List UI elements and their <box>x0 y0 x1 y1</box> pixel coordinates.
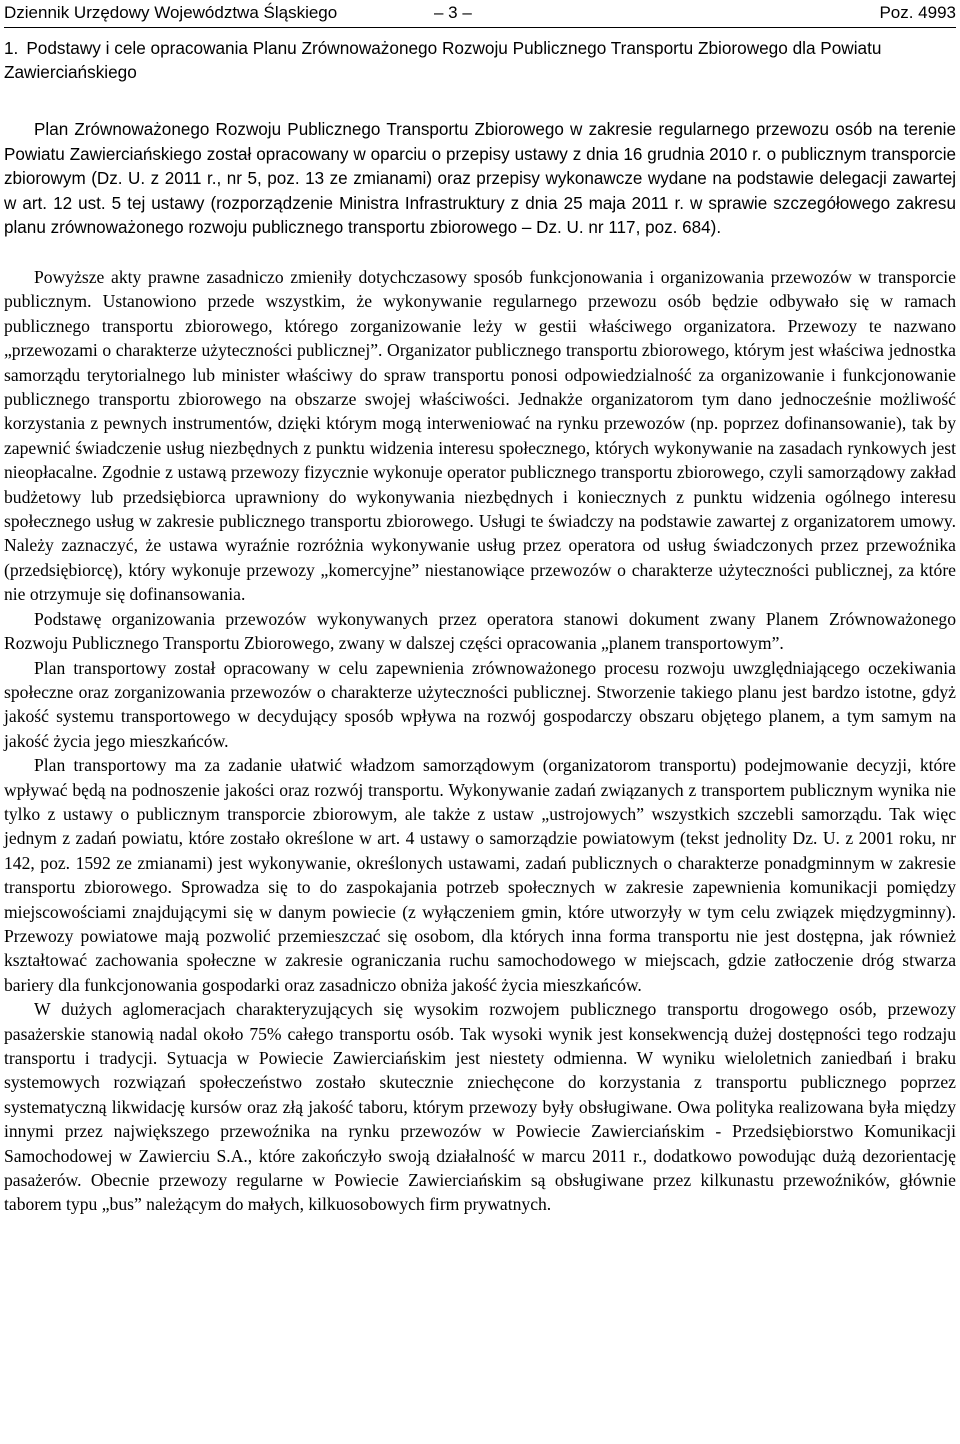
paragraph: Powyższe akty prawne zasadniczo zmieniły dotychczasowy sposób funkcjonowania i organizowania przewozów w transporcie publicznym. Ustanowiono przede wszystkim, że wykonywanie regularnego przewozu osób będzie odbywało się w ramach publicznego transportu zbiorowego, którego zorganizowanie leży w gestii właściwego organizatora. Przewozy te nazwano „przewozami o charakterze użyteczności publicznej”. Organizator publicznego transportu zbiorowego, którym jest właściwa jednostka samorządu terytorialnego lub minister właściwy do spraw transportu ponosi odpowiedzialność za organizowanie i funkcjonowanie publicznego transportu zbiorowego na obszarze swojej właściwości. Jednakże organizatorom tym dano jednocześnie możliwość korzystania z pewnych instrumentów, dzięki którym mogą interweniować na rynku przewozów (np. poprzez dofinansowanie), tak by zapewnić świadczenie usług niezbędnych z punktu widzenia interesu społecznego, których wykonywanie na zasadach rynkowych jest nieopłacalne. Zgodnie z ustawą przewozy fizycznie wykonuje operator publicznego transportu zbiorowego, czyli samorządowy zakład budżetowy lub przedsiębiorca uprawniony do wykonywania niezbędnych i koniecznych z punktu widzenia ogólnego interesu społecznego usług w zakresie publicznego transportu zbiorowego. Usługi te świadczy na podstawie zawartej z organizatorem umowy. Należy zaznaczyć, że ustawa wyraźnie rozróżnia wykonywanie usług przez operatora od usług świadczonych przez przewoźnika (przedsiębiorcę), który wykonuje przewozy „komercyjne” niestanowiące przewozów o charakterze użyteczności publicznej, za które nie otrzymuje się dofinansowania. <box>4 267 956 605</box>
body-text <box>4 265 956 1217</box>
paragraph: W dużych aglomeracjach charakteryzujących się wysokim rozwojem publicznego transportu drogowego osób, przewozy pasażerskie stanowią nadal około 75% całego transportu osób. Tak wysoki wynik jest konsekwencją dużej dostępności tego rodzaju transportu i tradycji. Sytuacja w Powiecie Zawierciańskim jest niestety odmienna. W wyniku wieloletnich zaniedbań i braku systemowych rozwiązań społeczeństwo zostało skutecznie zniechęcone do korzystania z transportu publicznego poprzez systematyczną likwidację kursów oraz złą jakość taboru, którym przewozy były obsługiwane. Owa polityka realizowana była między innymi przez największego przewoźnika na rynku przewozów w Powiecie Zawierciańskim - Przedsiębiorstwo Komunikacji Samochodowej w Zawierciu S.A., które zakończyło swoją działalność w marcu 2011 r., dodatkowo powodując dużą dezorientację pasażerów. Obecnie przewozy regularne w Powiecie Zawierciańskim są obsługiwane przez kilkunastu przewoźników, głównie taborem typu „bus” należącym do małych, kilkuosobowych firm prywatnych. <box>4 999 956 1215</box>
position-number: Poz. 4993 <box>879 3 956 22</box>
intro-block <box>4 118 956 241</box>
journal-title: Dziennik Urzędowy Województwa Śląskiego <box>4 3 338 22</box>
intro-paragraph: Plan Zrównoważonego Rozwoju Publicznego Transportu Zbiorowego w zakresie regularnego przewozu osób na terenie Powiatu Zawierciańskiego został opracowany w oparciu o przepisy ustawy z dnia 16 grudnia 2010 r. o publicznym transporcie zbiorowym (Dz. U. z 2011 r., nr 5, poz. 13 ze zmianami) oraz przepisy wykonawcze wydane na podstawie delegacji zawartej w art. 12 ust. 5 tej ustawy (rozporządzenie Ministra Infrastruktury z dnia 25 maja 2011 r. w sprawie szczegółowego zakresu planu zrównoważonego rozwoju publicznego transportu zbiorowego – Dz. U. nr 117, poz. 684). <box>4 120 956 237</box>
section-title: Podstawy i cele opracowania Planu Zrównoważonego Rozwoju Publicznego Transportu Zbiorowego dla Powiatu Zawierciańskiego <box>4 38 882 82</box>
paragraph: Plan transportowy ma za zadanie ułatwić władzom samorządowym (organizatorom transportu) podejmowanie decyzji, które wpływać będą na podnoszenie jakości oraz rozwój transportu. Wykonywanie zadań związanych z transportem publicznym wynika nie tylko z ustawy o publicznym transporcie zbiorowym, ale także z ustaw „ustrojowych” wszystkich szczebli samorządu. Tak więc jednym z zadań powiatu, które zostało określone w art. 4 ustawy o samorządzie powiatowym (tekst jednolity Dz. U. z 2001 roku, nr 142, poz. 1592 ze zmianami) jest wykonywanie, określonych ustawami, zadań publicznych o charakterze ponadgminnym w zakresie transportu zbiorowego. Sprowadza się to do zaspokajania potrzeb społecznych w zakresie zapewnienia komunikacji pomiędzy miejscowościami znajdującymi się w danym powiecie (z wyłączeniem gmin, które utworzyły w tym celu związek międzygminny). Przewozy powiatowe mają pozwolić przemieszczać się osobom, dla których inna forma transportu nie jest dostępna, jak również kształtować zachowania społeczne w zakresie ograniczania ruchu samochodowego w miejscach, gdzie zatłoczenie dróg stwarza bariery dla funkcjonowania gospodarki oraz zasadniczo obniża jakość życia mieszkańców. <box>4 755 956 995</box>
section-number: 1. <box>4 38 19 58</box>
document-page <box>4 0 956 1215</box>
page-header <box>4 0 956 25</box>
paragraph: Plan transportowy został opracowany w celu zapewnienia zrównoważonego procesu rozwoju uwzględniającego oczekiwania społeczne oraz zorganizowania przewozów o charakterze użyteczności publicznej. Stworzenie takiego planu jest bardzo istotne, gdyż jakość systemu transportowego w decydujący sposób wpływa na rozwój gospodarczy obszaru objętego planem, a tym samym na jakość życia jego mieszkańców. <box>4 657 956 751</box>
page-number: – 3 – <box>434 3 472 22</box>
section-heading <box>4 36 956 84</box>
paragraph: Podstawę organizowania przewozów wykonywanych przez operatora stanowi dokument zwany Planem Zrównoważonego Rozwoju Publicznego Transportu Zbiorowego, zwany w dalszej części opracowania „planem transportowym”. <box>4 608 956 654</box>
header-divider <box>4 27 956 28</box>
